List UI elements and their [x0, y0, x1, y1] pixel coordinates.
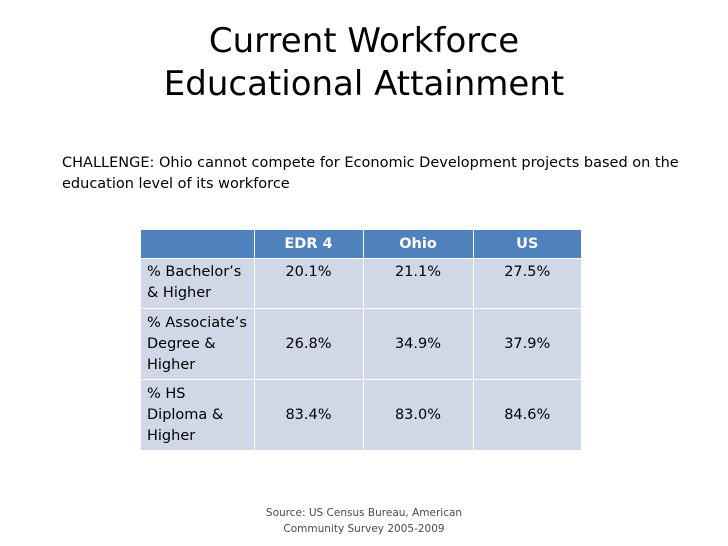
table-header-row	[141, 230, 581, 259]
cell-ohio: 21.1%	[363, 259, 473, 309]
header-edr4: EDR 4	[254, 230, 363, 259]
header-ohio: Ohio	[363, 230, 473, 259]
source-citation: Source: US Census Bureau, American Community Survey 2005-2009	[265, 507, 463, 535]
cell-us: 27.5%	[473, 259, 581, 309]
cell-ohio: 83.0%	[363, 380, 473, 451]
cell-edr4: 26.8%	[254, 309, 363, 380]
challenge-text: CHALLENGE: Ohio cannot compete for Economic Development projects based on the education level of its workforce	[62, 155, 679, 192]
header-blank	[141, 230, 254, 259]
row-label: % Bachelor’s & Higher	[141, 259, 254, 309]
cell-us: 37.9%	[473, 309, 581, 380]
row-label: % HS Diploma & Higher	[141, 380, 254, 451]
title-line-1: Current Workforce	[208, 21, 520, 61]
attainment-table	[141, 230, 581, 450]
table-row	[141, 259, 581, 309]
table-row	[141, 309, 581, 380]
cell-edr4: 20.1%	[254, 259, 363, 309]
cell-edr4: 83.4%	[254, 380, 363, 451]
header-us: US	[473, 230, 581, 259]
slide-title	[0, 20, 728, 106]
cell-ohio: 34.9%	[363, 309, 473, 380]
attainment-table-container	[141, 230, 581, 450]
cell-us: 84.6%	[473, 380, 581, 451]
row-label: % Associate’s Degree & Higher	[141, 309, 254, 380]
table-row	[141, 380, 581, 451]
title-line-2: Educational Attainment	[163, 64, 565, 104]
